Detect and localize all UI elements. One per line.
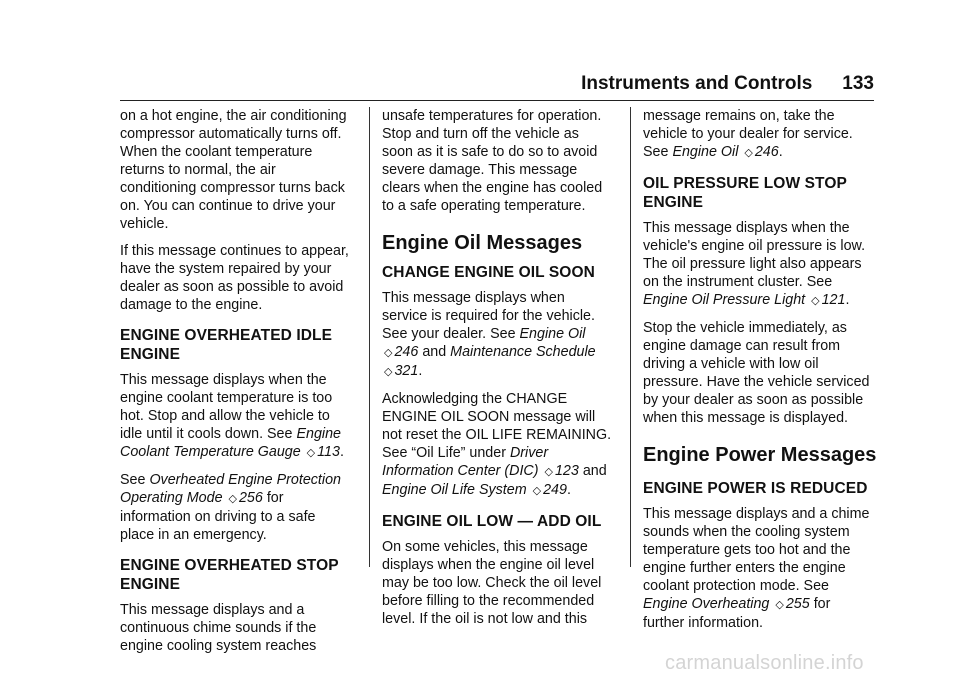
link-driver-information-center[interactable]: Information Center (DIC) <box>382 463 539 479</box>
page-ref-icon: ◇ <box>744 147 753 159</box>
column-2 <box>382 107 620 637</box>
link-page-123[interactable]: 123 <box>554 463 579 479</box>
link-overheated-engine-protection[interactable]: Operating Mode <box>120 490 223 506</box>
paragraph: This message displays and a chime sounds when the cooling system temperature gets too hot and the engine further enters the engine coolant protection mode. See Engine Overheating ◇ 255 for further information. <box>643 506 870 631</box>
link-maintenance-schedule[interactable]: Maintenance Schedule <box>450 344 596 360</box>
page-header <box>120 73 874 95</box>
page-ref-icon: ◇ <box>811 295 820 307</box>
subheading: ENGINE OVERHEATED IDLE ENGINE <box>120 327 333 363</box>
page-ref-icon: ◇ <box>532 485 542 497</box>
link-driver-information-center[interactable]: Driver <box>509 445 549 461</box>
paragraph: See Overheated Engine Protection Operating Mode ◇ 256 for information on driving to a safe place in an emergency. <box>120 472 341 543</box>
page-number: 133 <box>842 73 874 94</box>
column-divider <box>369 107 370 567</box>
section-heading: Engine Power Messages <box>643 444 877 466</box>
subheading: ENGINE POWER IS REDUCED <box>643 480 868 497</box>
paragraph: This message displays and a continuous chime sounds if the engine cooling system reaches <box>120 602 317 654</box>
paragraph: message remains on, take the vehicle to your dealer for service. See Engine Oil ◇ 246. <box>643 108 853 160</box>
link-overheated-engine-protection[interactable]: Overheated Engine Protection <box>149 472 341 488</box>
header-rule <box>120 100 874 101</box>
paragraph: Acknowledging the CHANGE ENGINE OIL SOON message will not reset the OIL LIFE REMAINING. See “Oil Life” under Driver Information Center (DIC) ◇ 123 and Engine Oil Life System ◇ 249. <box>382 391 612 498</box>
page-ref-icon: ◇ <box>775 599 784 611</box>
link-engine-oil[interactable]: Engine Oil <box>519 326 586 342</box>
section-heading: Engine Oil Messages <box>382 232 583 254</box>
paragraph: on a hot engine, the air conditioning compressor automatically turns off. When the coolant temperature returns to normal, the air conditioning compressor turns back on. You can continue to drive your vehicle. <box>120 108 347 232</box>
link-page-113[interactable]: 113 <box>317 444 340 460</box>
subheading: ENGINE OVERHEATED STOP ENGINE <box>120 557 339 593</box>
paragraph: unsafe temperatures for operation. Stop and turn off the vehicle as soon as it is safe to do so to avoid severe damage. This message clears when the engine has cooled to a safe operating temperature. <box>382 108 603 214</box>
link-page-121[interactable]: 121 <box>821 292 846 308</box>
link-page-246[interactable]: 246 <box>754 144 779 160</box>
page-ref-icon: ◇ <box>544 466 553 478</box>
subheading: OIL PRESSURE LOW STOP ENGINE <box>643 175 847 211</box>
link-engine-coolant-temperature-gauge[interactable]: Coolant Temperature Gauge <box>120 444 301 460</box>
link-engine-oil-life-system[interactable]: Engine Oil Life System <box>382 482 527 498</box>
page-ref-icon: ◇ <box>384 347 393 359</box>
link-page-246[interactable]: 246 <box>394 344 419 360</box>
link-engine-oil[interactable]: Engine Oil <box>672 144 739 160</box>
page-ref-icon: ◇ <box>384 366 393 378</box>
paragraph: Stop the vehicle immediately, as engine damage can result from driving a vehicle with low oil pressure. Have the vehicle serviced by your dealer as soon as possible when this message is displayed. <box>643 320 870 426</box>
watermark: carmanualsonline.info <box>665 652 864 674</box>
link-page-256[interactable]: 256 <box>238 490 263 506</box>
paragraph: This message displays when the vehicle's engine oil pressure is low. The oil pressure light also appears on the instrument cluster. See Engine Oil Pressure Light ◇ 121. <box>643 220 866 308</box>
link-engine-oil-pressure-light[interactable]: Engine Oil Pressure Light <box>643 292 806 308</box>
column-3 <box>643 107 881 641</box>
subheading: CHANGE ENGINE OIL SOON <box>382 264 595 281</box>
page-ref-icon: ◇ <box>306 447 316 459</box>
link-page-249[interactable]: 249 <box>543 482 567 498</box>
link-engine-overheating[interactable]: Engine Overheating <box>643 596 770 612</box>
paragraph: This message displays when the engine coolant temperature is too hot. Stop and allow the vehicle to idle until it cools down. See Engine Coolant Temperature Gauge ◇ 113. <box>120 372 344 460</box>
paragraph: If this message continues to appear, have the system repaired by your dealer as soon as possible to avoid damage to the engine. <box>120 243 349 313</box>
link-page-321[interactable]: 321 <box>394 363 419 379</box>
paragraph: On some vehicles, this message displays when the engine oil level may be too low. Check the oil level before filling to the recommended level. If the oil is not low and this <box>382 539 602 627</box>
column-1 <box>120 107 358 664</box>
section-title: Instruments and Controls <box>581 73 813 94</box>
column-divider <box>630 107 631 567</box>
subheading: ENGINE OIL LOW — ADD OIL <box>382 513 602 530</box>
page-ref-icon: ◇ <box>228 493 237 505</box>
paragraph: This message displays when service is required for the vehicle. See your dealer. See Engine Oil ◇ 246 and Maintenance Schedule ◇ 321. <box>382 290 596 379</box>
link-page-255[interactable]: 255 <box>785 596 810 612</box>
link-engine-coolant-temperature-gauge[interactable]: Engine <box>296 426 341 442</box>
